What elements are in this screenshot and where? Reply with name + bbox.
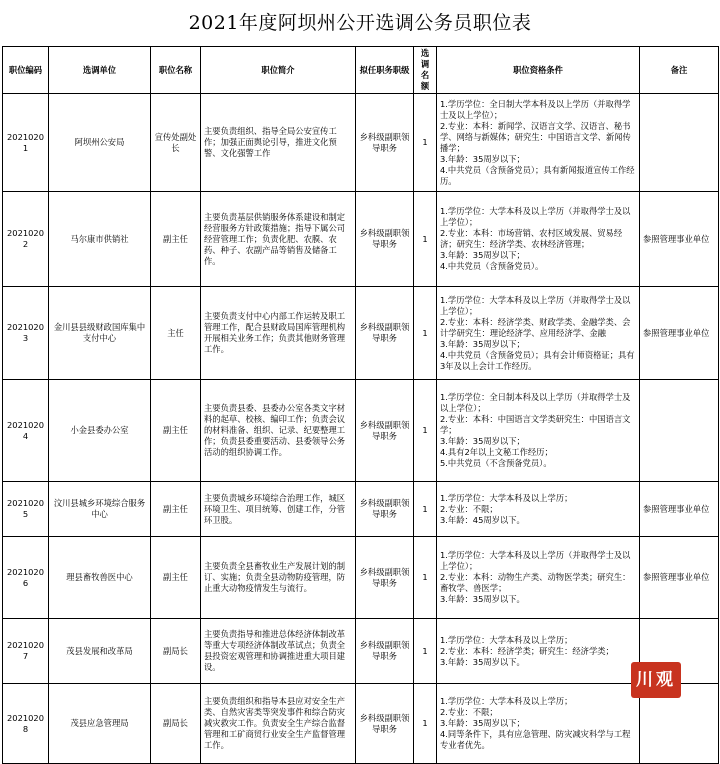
cell-unit: 茂县发展和改革局 — [49, 619, 151, 684]
cell-intro: 主要负责基层供销服务体系建设和制定经营服务方针政策措施；指导下属公司经营管理工作；负责化肥、农膜、农药、种子、农副产品等销售及储备工作。 — [201, 192, 356, 287]
cell-intro: 主要负责组织、指导全局公安宣传工作；加强正面舆论引导，推进文化预警、文化强警工作 — [201, 94, 356, 192]
table-row — [3, 537, 719, 619]
cell-quota: 1 — [414, 684, 437, 764]
table-header-row — [3, 47, 719, 94]
cell-quota: 1 — [414, 537, 437, 619]
cell-position: 副主任 — [151, 380, 201, 482]
cell-code: 20210207 — [3, 619, 49, 684]
qualification-line: 3.年龄：35周岁以下； — [440, 718, 525, 728]
cell-unit: 茂县应急管理局 — [49, 684, 151, 764]
qualification-line: 5.中共党员（不含预备党员）。 — [440, 458, 552, 468]
cell-level: 乡科级副职领导职务 — [356, 192, 414, 287]
cell-quota: 1 — [414, 192, 437, 287]
cell-quals — [437, 94, 640, 192]
qualification-line: 1.学历学位：大学本科及以上学历（并取得学士及以上学位）； — [440, 294, 631, 316]
cell-level: 乡科级副职领导职务 — [356, 94, 414, 192]
qualification-line: 3.年龄：35周岁以下； — [440, 250, 525, 260]
cell-unit: 马尔康市供销社 — [49, 192, 151, 287]
header-intro: 职位简介 — [201, 47, 356, 94]
qualification-line: 2.专业：本科：经济学类；研究生：经济学类； — [440, 645, 614, 656]
cell-unit: 金川县县级财政国库集中支付中心 — [49, 287, 151, 380]
cell-level: 乡科级副职领导职务 — [356, 380, 414, 482]
table-row — [3, 94, 719, 192]
qualification-line: 1.学历学位：大学本科及以上学历（并取得学士及以上学位）； — [440, 206, 631, 227]
qualification-line: 1.学历学位：大学本科及以上学历； — [440, 492, 573, 503]
cell-position: 宣传处副处长 — [151, 94, 201, 192]
cell-code: 20210206 — [3, 537, 49, 619]
header-unit: 选调单位 — [49, 47, 151, 94]
cell-position: 副局长 — [151, 684, 201, 764]
header-note: 备注 — [640, 47, 719, 94]
cell-quals — [437, 619, 640, 684]
table-row — [3, 287, 719, 380]
cell-note — [640, 94, 719, 192]
qualification-line: 2.专业：本科：动物生产类、动物医学类；研究生：畜牧学、兽医学； — [440, 572, 631, 593]
cell-quals — [437, 192, 640, 287]
qualification-line: 2.专业：本科：中国语言文学类研究生：中国语言文学； — [440, 414, 631, 435]
cell-level: 乡科级副职领导职务 — [356, 619, 414, 684]
cell-intro: 主要负责城乡环境综合治理工作，城区环境卫生、项目统筹、创建工作，分管环卫股。 — [201, 482, 356, 537]
cell-code: 20210208 — [3, 684, 49, 764]
cell-code: 20210204 — [3, 380, 49, 482]
cell-intro: 主要负责组织和指导本县应对安全生产类、自然灾害类等突发事件和综合防灾减灾救灾工作。负责安全生产综合监督管理和工矿商贸行业安全生产监督管理工作。 — [201, 684, 356, 764]
cell-quals — [437, 287, 640, 380]
cell-quota: 1 — [414, 619, 437, 684]
qualification-line: 3.年龄：35周岁以下； — [440, 436, 525, 446]
qualification-line: 3.年龄：35周岁以下。 — [440, 594, 525, 604]
position-table — [2, 46, 719, 764]
qualification-line: 2.专业：本科：市场营销、农村区域发展、贸易经济；研究生：经济学类、农林经济管理； — [440, 228, 623, 249]
qualification-line: 4.同等条件下，具有应急管理、防灾减灾科学与工程专业者优先。 — [440, 729, 631, 750]
cell-quals — [437, 482, 640, 537]
cell-note: 参照管理事业单位 — [640, 287, 719, 380]
cell-level: 乡科级副职领导职务 — [356, 482, 414, 537]
qualification-line: 2.专业：本科：经济学类、财政学类、金融学类、会计学研究生：理论经济学、应用经济学、金融 — [440, 316, 631, 338]
table-row — [3, 684, 719, 764]
cell-code: 20210202 — [3, 192, 49, 287]
qualification-line: 4.具有2年以上文秘工作经历； — [440, 447, 553, 457]
cell-code: 20210201 — [3, 94, 49, 192]
cell-unit: 小金县委办公室 — [49, 380, 151, 482]
cell-quals — [437, 537, 640, 619]
table-row — [3, 482, 719, 537]
qualification-line: 1.学历学位：大学本科及以上学历（并取得学士及以上学位）； — [440, 550, 631, 571]
cell-position: 副主任 — [151, 192, 201, 287]
qualification-line: 3.年龄：35周岁以下； — [440, 338, 525, 349]
qualification-line: 2.专业：不限； — [440, 707, 498, 717]
header-position: 职位名称 — [151, 47, 201, 94]
qualification-line: 2.专业：不限； — [440, 503, 498, 514]
qualification-line: 3.年龄：35周岁以下； — [440, 153, 525, 164]
cell-position: 主任 — [151, 287, 201, 380]
cell-note: 参照管理事业单位 — [640, 537, 719, 619]
qualification-line: 1.学历学位：大学本科及以上学历； — [440, 696, 573, 706]
cell-unit: 阿坝州公安局 — [49, 94, 151, 192]
qualification-line: 4.中共党员（含预备党员）；具有新闻报道宣传工作经历。 — [440, 164, 635, 186]
cell-quota: 1 — [414, 482, 437, 537]
header-quota: 选调名额 — [414, 47, 437, 94]
qualification-line: 4.中共党员（含预备党员）。 — [440, 261, 544, 271]
qualification-line: 1.学历学位：全日制大学本科及以上学历（并取得学士及以上学位）； — [440, 98, 631, 120]
qualification-line: 2.专业：本科：新闻学、汉语言文学、汉语言、秘书学、网络与新媒体；研究生：中国语言文学、新闻传播学； — [440, 120, 631, 153]
cell-note: 参照管理事业单位 — [640, 482, 719, 537]
qualification-line: 1.学历学位：大学本科及以上学历； — [440, 634, 573, 645]
table-row — [3, 380, 719, 482]
table-row — [3, 192, 719, 287]
cell-unit: 理县畜牧兽医中心 — [49, 537, 151, 619]
cell-intro: 主要负责全县畜牧业生产发展计划的制订、实施；负责全县动物防疫管理，防止重大动物疫情发生与流行。 — [201, 537, 356, 619]
header-level: 拟任职务职级 — [356, 47, 414, 94]
qualification-line: 4.中共党员（含预备党员）；具有会计师资格证；具有3年及以上会计工作经历。 — [440, 349, 635, 371]
header-quals: 职位资格条件 — [437, 47, 640, 94]
cell-quota: 1 — [414, 94, 437, 192]
cell-intro: 主要负责县委、县委办公室各类文字材料的起草、校核、编印工作；负责会议的材料准备、组织、记录、纪要整理工作；负责县委重要活动、县委领导公务活动的组织协调工作。 — [201, 380, 356, 482]
cell-code: 20210203 — [3, 287, 49, 380]
cell-unit: 汶川县城乡环境综合服务中心 — [49, 482, 151, 537]
qualification-line: 3.年龄：35周岁以下。 — [440, 656, 525, 667]
qualification-line: 1.学历学位：全日制本科及以上学历（并取得学士及以上学位）； — [440, 392, 631, 413]
watermark-logo: 川观 — [631, 662, 681, 698]
cell-quals — [437, 380, 640, 482]
cell-position: 副局长 — [151, 619, 201, 684]
cell-intro: 主要负责指导和推进总体经济体制改革等重大专项经济体制改革试点；负责全县投资宏观管理和协调推进重大项目建设。 — [201, 619, 356, 684]
cell-quota: 1 — [414, 287, 437, 380]
cell-level: 乡科级副职领导职务 — [356, 537, 414, 619]
cell-note: 参照管理事业单位 — [640, 192, 719, 287]
cell-level: 乡科级副职领导职务 — [356, 684, 414, 764]
header-code: 职位编码 — [3, 47, 49, 94]
cell-level: 乡科级副职领导职务 — [356, 287, 414, 380]
cell-quota: 1 — [414, 380, 437, 482]
cell-position: 副主任 — [151, 537, 201, 619]
cell-intro: 主要负责支付中心内部工作运转及职工管理工作，配合县财政局国库管理机构开展相关业务工作；负责其他财务管理工作。 — [201, 287, 356, 380]
cell-code: 20210205 — [3, 482, 49, 537]
cell-note — [640, 380, 719, 482]
cell-quals — [437, 684, 640, 764]
table-row — [3, 619, 719, 684]
page-title: 2021年度阿坝州公开选调公务员职位表 — [188, 12, 532, 34]
qualification-line: 3.年龄：45周岁以下。 — [440, 514, 525, 525]
cell-position: 副主任 — [151, 482, 201, 537]
